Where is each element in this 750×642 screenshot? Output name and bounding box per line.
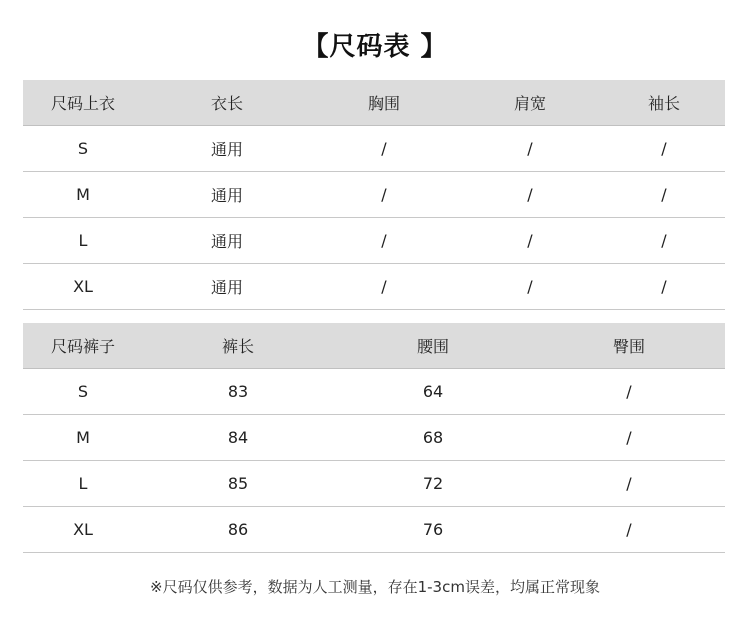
table-cell: M: [76, 185, 90, 204]
table-cell: /: [527, 139, 533, 158]
table-cell: 68: [422, 428, 444, 447]
table-cell: /: [626, 382, 632, 401]
table-row: [23, 369, 725, 415]
table-cell: L: [78, 474, 88, 493]
table-cell: 通用: [210, 186, 243, 205]
header-cell: 尺码上衣: [50, 94, 115, 113]
table-row: [23, 172, 725, 218]
table-cell: M: [76, 428, 90, 447]
table-cell: 85: [227, 474, 249, 493]
table-cell: /: [381, 277, 387, 296]
footnote: ※尺码仅供参考，数据为人工测量，存在1-3cm误差，均属正常现象: [150, 578, 600, 596]
table-cell: 84: [227, 428, 249, 447]
table-cell: /: [626, 474, 632, 493]
table-cell: 72: [422, 474, 444, 493]
table-cell: /: [527, 277, 533, 296]
pants-size-table: [23, 323, 725, 553]
table-row: [23, 415, 725, 461]
table-cell: /: [661, 277, 667, 296]
table-cell: /: [626, 428, 632, 447]
header-cell: 裤长: [221, 337, 254, 356]
table-cell: 86: [227, 520, 249, 539]
table-cell: /: [381, 185, 387, 204]
table-cell: /: [527, 185, 533, 204]
table-cell: XL: [73, 520, 93, 539]
table-cell: /: [661, 139, 667, 158]
table-cell: XL: [73, 277, 93, 296]
header-cell: 胸围: [367, 94, 400, 113]
table-cell: /: [661, 231, 667, 250]
table-cell: 83: [227, 382, 249, 401]
page-title: 【尺码表 】: [302, 32, 448, 62]
table-cell: /: [626, 520, 632, 539]
tops-size-table: [23, 80, 725, 310]
table-cell: S: [77, 139, 89, 158]
header-cell: 腰围: [416, 337, 449, 356]
header-cell: 尺码裤子: [50, 337, 115, 356]
table-row: [23, 218, 725, 264]
table-row: [23, 126, 725, 172]
table-cell: 通用: [210, 278, 243, 297]
header-cell: 肩宽: [513, 94, 546, 113]
header-cell: 衣长: [210, 94, 243, 113]
table-cell: /: [381, 231, 387, 250]
table-row: [23, 507, 725, 553]
table-cell: 76: [422, 520, 444, 539]
table-row: [23, 461, 725, 507]
table-cell: 通用: [210, 232, 243, 251]
table-cell: /: [661, 185, 667, 204]
table-row: [23, 264, 725, 310]
table-cell: S: [77, 382, 89, 401]
table-cell: /: [527, 231, 533, 250]
table-cell: 64: [422, 382, 444, 401]
header-cell: 臀围: [612, 337, 645, 356]
table-cell: /: [381, 139, 387, 158]
table-header-row: [23, 323, 725, 369]
table-header-row: [23, 80, 725, 126]
table-cell: L: [78, 231, 88, 250]
table-cell: 通用: [210, 140, 243, 159]
header-cell: 袖长: [647, 94, 680, 113]
